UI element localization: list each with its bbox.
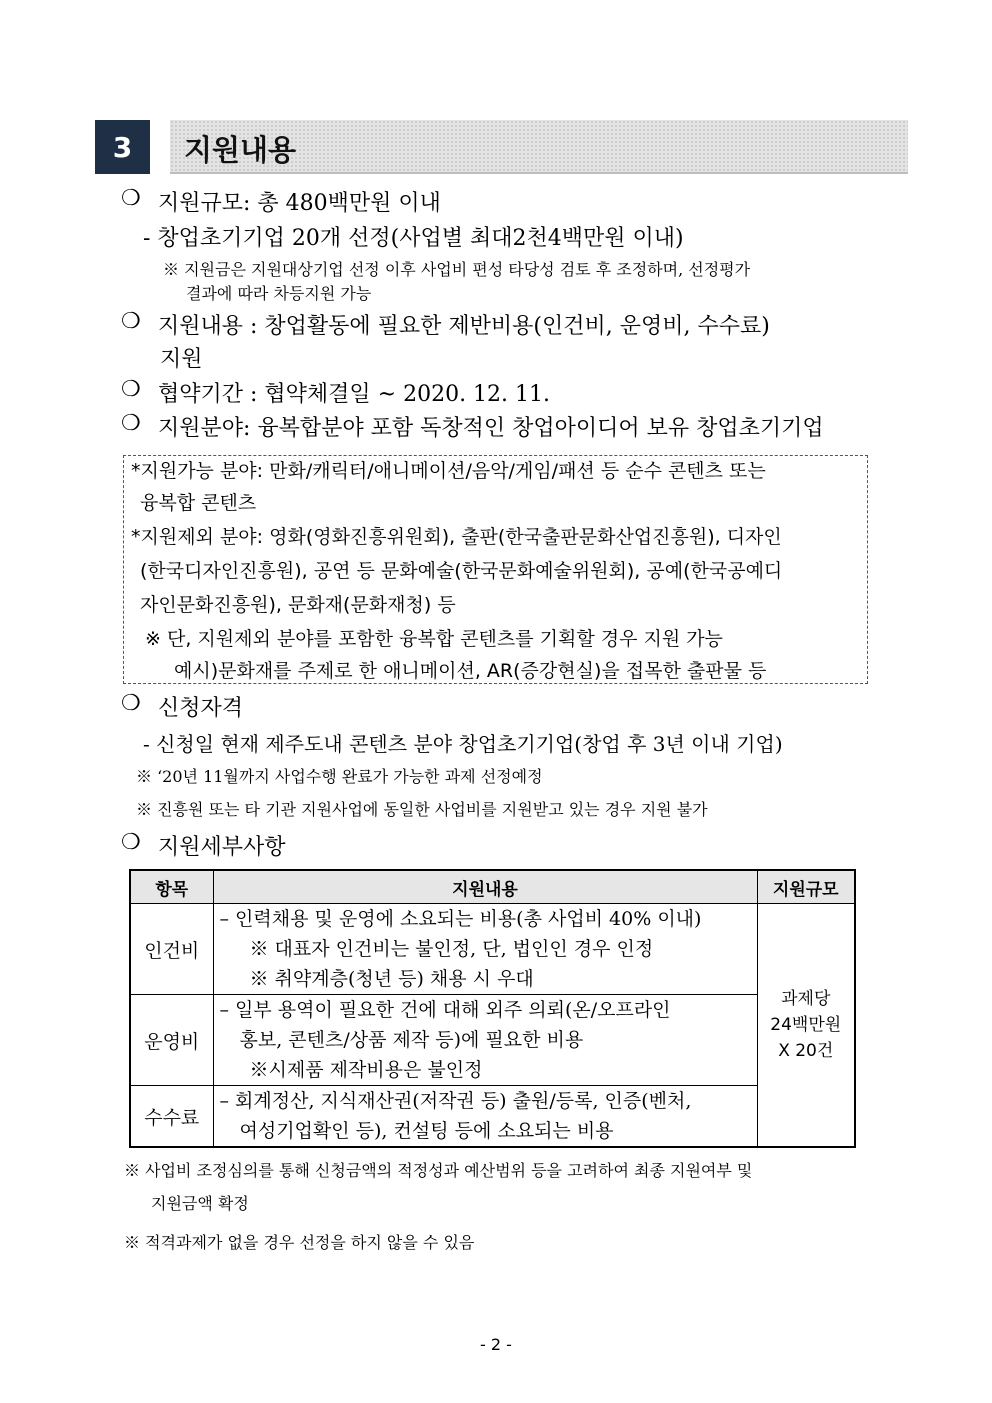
eligibility-sub: - 신청일 현재 제주도내 콘텐츠 분야 창업초기기업(창업 후 3년 이내 기업): [143, 732, 783, 756]
bullet-period: ❍: [121, 377, 141, 402]
row-line: 여성기업확인 등), 컨설팅 등에 소요되는 비용: [239, 1120, 614, 1142]
header-item: 항목: [130, 870, 213, 904]
footnote-2: ※ 적격과제가 없을 경우 선정을 하지 않을 수 있음: [124, 1233, 475, 1252]
footnote-1-line-1: ※ 사업비 조정심의를 통해 신청금액의 적정성과 예산범위 등을 고려하여 최종 지원여부 및: [124, 1161, 753, 1180]
table-row: [130, 904, 855, 995]
note-line-2: 융복합 콘텐츠: [140, 492, 257, 514]
scale-sub-text: - 창업초기기업 20개 선정(사업별 최대2천4백만원 이내): [143, 226, 684, 251]
page-number: - 2 -: [480, 1335, 512, 1354]
scale-line: X 20건: [778, 1041, 834, 1061]
section-title: 지원내용: [184, 133, 297, 167]
table-row: [130, 995, 855, 1086]
bullet-details: ❍: [121, 830, 141, 855]
details-title: 지원세부사항: [158, 835, 286, 860]
scale-note-1: ※ 지원금은 지원대상기업 선정 이후 사업비 편성 타당성 검토 후 조정하며, 선정평가: [163, 260, 751, 279]
note-line-1: *지원가능 분야: 만화/캐릭터/애니메이션/음악/게임/패션 등 순수 콘텐츠 또는: [131, 460, 766, 482]
note-line-5: 자인문화진흥원), 문화재(문화재청) 등: [140, 594, 456, 616]
bullet-eligibility: ❍: [121, 691, 141, 716]
eligibility-title: 신청자격: [158, 696, 244, 721]
field-text: 지원분야: 융복합분야 포함 독창적인 창업아이디어 보유 창업초기기업: [158, 416, 824, 441]
row-line: – 인력채용 및 운영에 소요되는 비용(총 사업비 40% 이내): [219, 908, 702, 930]
bullet-field: ❍: [121, 411, 141, 436]
row-body-operation: [213, 995, 757, 1086]
note-line-3: *지원제외 분야: 영화(영화진흥위원회), 출판(한국출판문화산업진흥원), 디자인: [131, 526, 782, 548]
table-row: [130, 1086, 855, 1148]
row-line: ※ 대표자 인건비는 불인정, 단, 법인인 경우 인정: [249, 938, 654, 960]
row-line: ※ 취약계층(청년 등) 채용 시 우대: [249, 968, 534, 990]
note-line-4: (한국디자인진흥원), 공연 등 문화예술(한국문화예술위원회), 공예(한국공예디: [140, 560, 783, 582]
scale-cell: [757, 904, 855, 1148]
eligibility-note-1: ※ ‘20년 11월까지 사업수행 완료가 가능한 과제 선정예정: [136, 767, 543, 786]
scale-note-2: 결과에 따라 차등지원 가능: [186, 284, 372, 303]
row-body-labor: [213, 904, 757, 995]
scale-line: 과제당: [781, 989, 831, 1009]
row-line: ※시제품 제작비용은 불인정: [249, 1059, 483, 1081]
row-line: 홍보, 콘텐츠/상품 제작 등)에 필요한 비용: [239, 1029, 584, 1051]
section-title-box: [170, 120, 908, 174]
section-number: 3: [95, 120, 150, 174]
scale-line: 24백만원: [770, 1015, 842, 1035]
footnote-1-line-2: 지원금액 확정: [151, 1194, 249, 1213]
period-text: 협약기간 : 협약체결일 ~ 2020. 12. 11.: [158, 382, 551, 407]
note-line-7: 예시)문화재를 주제로 한 애니메이션, AR(증강현실)을 접목한 출판물 등: [174, 660, 767, 682]
row-item-operation: 운영비: [130, 995, 213, 1086]
note-line-6: ※ 단, 지원제외 분야를 포함한 융복합 콘텐츠를 기획할 경우 지원 가능: [145, 628, 723, 650]
content-text-1: 지원내용 : 창업활동에 필요한 제반비용(인건비, 운영비, 수수료): [158, 314, 770, 339]
header-scale: 지원규모: [757, 870, 855, 904]
row-line: – 회계정산, 지식재산권(저작권 등) 출원/등록, 인증(벤처,: [219, 1090, 692, 1112]
scale-text: 지원규모: 총 480백만원 이내: [158, 191, 441, 216]
content-text-2: 지원: [160, 347, 203, 372]
support-details-table: [129, 869, 856, 1148]
row-item-labor: 인건비: [130, 904, 213, 995]
eligibility-note-2: ※ 진흥원 또는 타 기관 지원사업에 동일한 사업비를 지원받고 있는 경우 지원 불가: [136, 800, 708, 819]
row-body-fee: [213, 1086, 757, 1148]
bullet-content: ❍: [121, 309, 141, 334]
row-item-fee: 수수료: [130, 1086, 213, 1148]
header-content: 지원내용: [213, 870, 757, 904]
bullet-scale: ❍: [121, 186, 141, 211]
row-line: – 일부 용역이 필요한 건에 대해 외주 의뢰(온/오프라인: [219, 999, 671, 1021]
